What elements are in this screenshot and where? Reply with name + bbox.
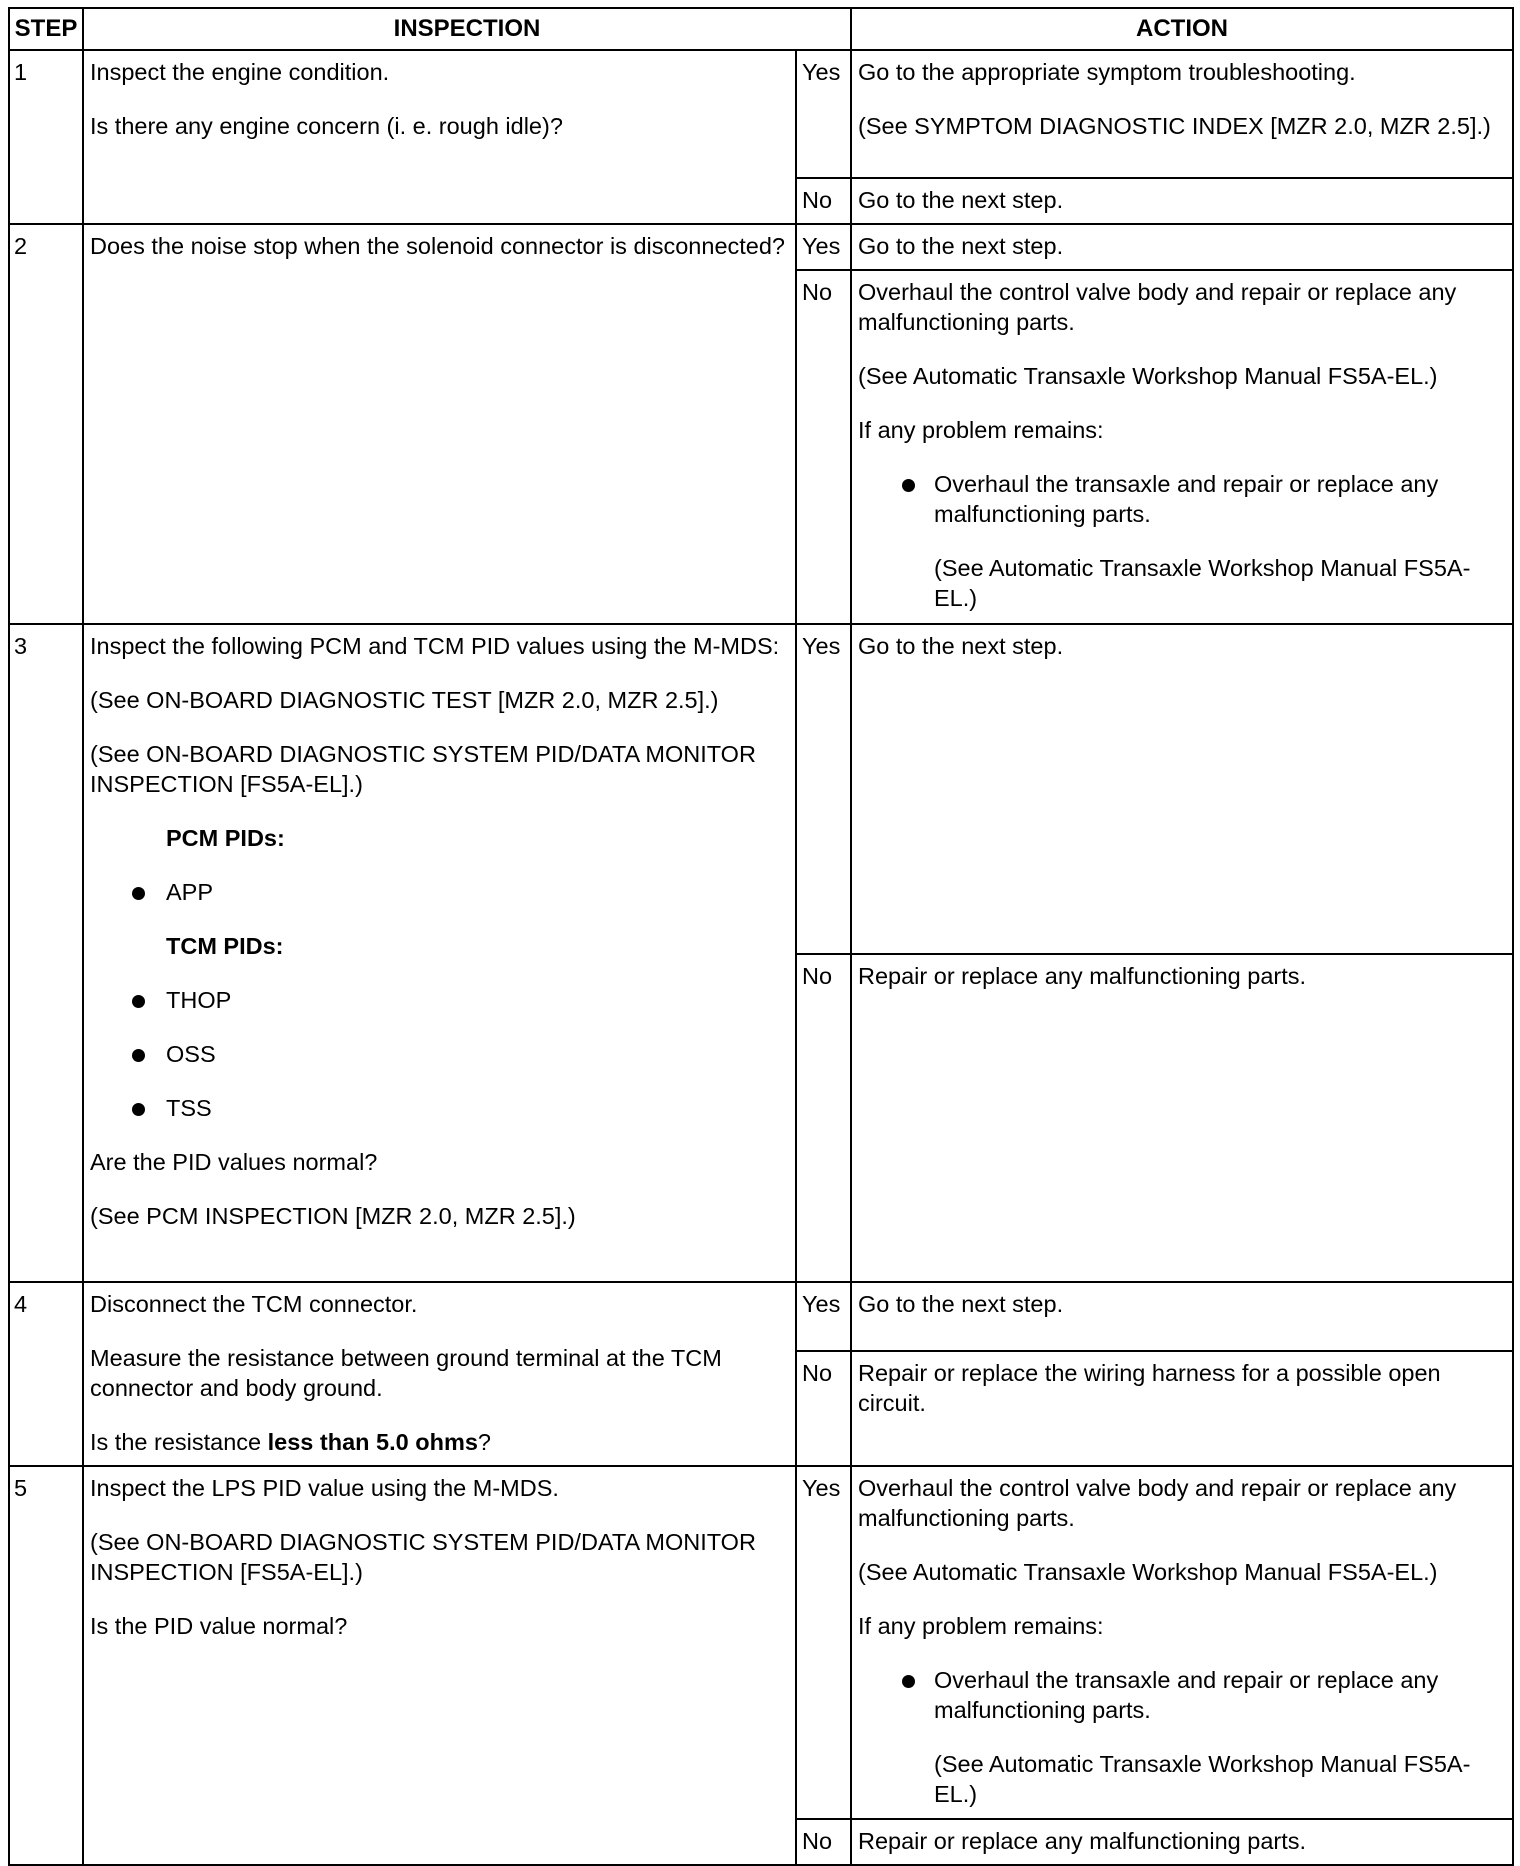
yes-label: Yes [796, 224, 851, 270]
table-header-row [9, 8, 1513, 50]
inspection-text: Inspect the following PCM and TCM PID values using the M-MDS: [90, 633, 780, 659]
pid-list-item [90, 877, 787, 907]
pid-name: OSS [166, 1041, 216, 1067]
inspection-cell [83, 224, 796, 624]
action-no [851, 178, 1513, 224]
action-text: Go to the appropriate symptom troubleshooting. [858, 59, 1356, 85]
header-step: STEP [9, 8, 83, 50]
step-number: 2 [9, 224, 83, 624]
step-number: 3 [9, 624, 83, 1282]
action-text: Repair or replace the wiring harness for a possible open circuit. [858, 1359, 1441, 1416]
bullet-icon [132, 887, 145, 900]
diagnostic-table [8, 7, 1514, 1866]
table-row [9, 50, 1513, 178]
no-label: No [796, 270, 851, 624]
question-threshold: less than 5.0 ohms [267, 1429, 478, 1455]
pid-list-item [90, 985, 787, 1015]
step-number: 1 [9, 50, 83, 224]
no-label: No [796, 954, 851, 1282]
inspection-text: Inspect the LPS PID value using the M-MDS. [90, 1475, 559, 1501]
action-text: Overhaul the control valve body and repair or replace any malfunctioning parts. [858, 1475, 1457, 1531]
pid-list-item [90, 1039, 787, 1069]
inspection-reference: (See ON-BOARD DIAGNOSTIC SYSTEM PID/DATA MONITOR INSPECTION [FS5A-EL].) [90, 1529, 756, 1585]
action-no [851, 270, 1513, 624]
question-text: Is the resistance [90, 1429, 268, 1455]
action-yes [851, 50, 1513, 178]
inspection-text: Measure the resistance between ground terminal at the TCM connector and body ground. [90, 1345, 722, 1401]
inspection-cell [83, 1466, 796, 1865]
action-no [851, 1819, 1513, 1865]
header-action: ACTION [851, 8, 1513, 50]
pid-name: THOP [166, 987, 232, 1013]
action-text: Go to the next step. [858, 187, 1064, 213]
inspection-reference: (See ON-BOARD DIAGNOSTIC SYSTEM PID/DATA MONITOR INSPECTION [FS5A-EL].) [90, 741, 756, 797]
inspection-text: Inspect the engine condition. [90, 59, 390, 85]
action-yes [851, 1466, 1513, 1819]
inspection-reference: (See PCM INSPECTION [MZR 2.0, MZR 2.5].) [90, 1203, 576, 1229]
pid-name: APP [166, 879, 214, 905]
bullet-icon [132, 1049, 145, 1062]
action-yes [851, 224, 1513, 270]
yes-label: Yes [796, 1282, 851, 1351]
action-yes [851, 1282, 1513, 1351]
yes-label: Yes [796, 624, 851, 954]
inspection-cell [83, 50, 796, 224]
action-bullet-text: Overhaul the transaxle and repair or replace any malfunctioning parts. [934, 471, 1439, 527]
action-text: Repair or replace any malfunctioning parts. [858, 963, 1307, 989]
action-bullet-text: Overhaul the transaxle and repair or replace any malfunctioning parts. [934, 1667, 1439, 1723]
action-text: Go to the next step. [858, 1291, 1064, 1317]
action-reference: (See Automatic Transaxle Workshop Manual FS5A-EL.) [858, 363, 1438, 389]
inspection-question: Is the PID value normal? [90, 1613, 348, 1639]
inspection-question: Is there any engine concern (i. e. rough idle)? [90, 113, 563, 139]
bullet-icon [902, 479, 915, 492]
action-text: Go to the next step. [858, 233, 1064, 259]
pcm-pids-heading: PCM PIDs: [166, 825, 285, 851]
action-no [851, 1351, 1513, 1466]
action-text: Repair or replace any malfunctioning parts. [858, 1828, 1307, 1854]
action-reference: (See SYMPTOM DIAGNOSTIC INDEX [MZR 2.0, MZR 2.5].) [858, 113, 1491, 139]
table-row [9, 1282, 1513, 1351]
yes-label: Yes [796, 1466, 851, 1819]
action-text: If any problem remains: [858, 1613, 1104, 1639]
action-text: Overhaul the control valve body and repair or replace any malfunctioning parts. [858, 279, 1457, 335]
no-label: No [796, 178, 851, 224]
table-row [9, 1466, 1513, 1819]
no-label: No [796, 1351, 851, 1466]
inspection-text: Disconnect the TCM connector. [90, 1291, 418, 1317]
bullet-icon [132, 1103, 145, 1116]
table-row [9, 224, 1513, 270]
step-number: 4 [9, 1282, 83, 1466]
no-label: No [796, 1819, 851, 1865]
inspection-reference: (See ON-BOARD DIAGNOSTIC TEST [MZR 2.0, MZR 2.5].) [90, 687, 719, 713]
question-mark: ? [477, 1429, 491, 1455]
pid-list-item [90, 1093, 787, 1123]
inspection-question: Does the noise stop when the solenoid connector is disconnected? [90, 233, 786, 259]
bullet-icon [132, 995, 145, 1008]
action-bullet-item [858, 1665, 1502, 1725]
table-row [9, 624, 1513, 954]
header-inspection: INSPECTION [83, 8, 851, 50]
action-reference: (See Automatic Transaxle Workshop Manual FS5A-EL.) [858, 1559, 1438, 1585]
bullet-icon [902, 1675, 915, 1688]
step-number: 5 [9, 1466, 83, 1865]
pid-name: TSS [166, 1095, 212, 1121]
action-yes [851, 624, 1513, 954]
yes-label: Yes [796, 50, 851, 178]
action-no [851, 954, 1513, 1282]
action-text: Go to the next step. [858, 633, 1064, 659]
inspection-cell [83, 624, 796, 1282]
inspection-question: Are the PID values normal? [90, 1149, 378, 1175]
action-reference: (See Automatic Transaxle Workshop Manual FS5A-EL.) [934, 1751, 1471, 1807]
action-text: If any problem remains: [858, 417, 1104, 443]
action-reference: (See Automatic Transaxle Workshop Manual FS5A-EL.) [934, 555, 1471, 611]
inspection-cell [83, 1282, 796, 1466]
inspection-question [90, 1427, 787, 1457]
tcm-pids-heading: TCM PIDs: [166, 933, 284, 959]
action-bullet-item [858, 469, 1502, 529]
